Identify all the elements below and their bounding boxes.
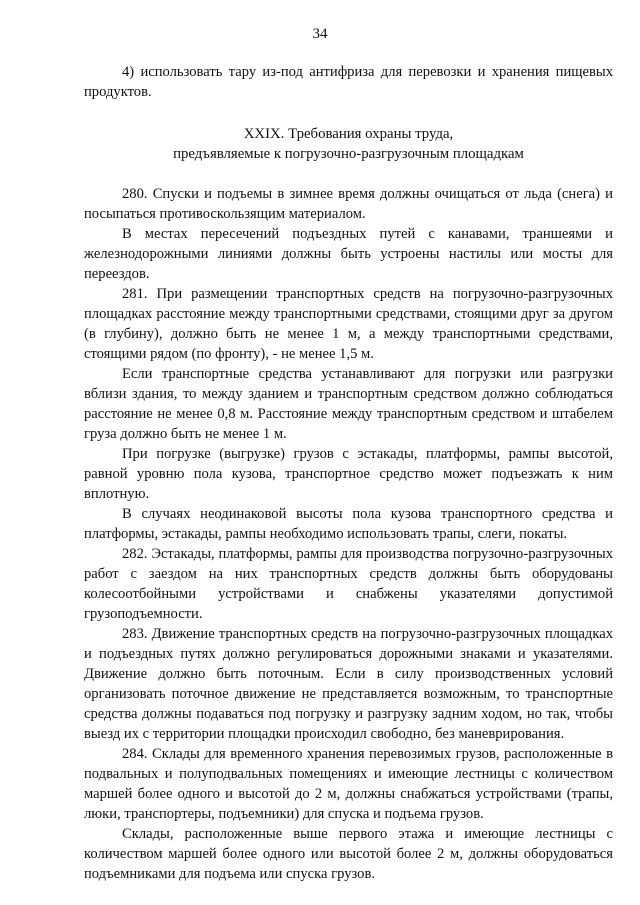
intro-paragraph: 4) использовать тару из-под антифриза для перевозки и хранения пищевых продуктов. xyxy=(84,64,613,100)
paragraph-280-crossings: В местах пересечений подъездных путей с канавами, траншеями и железнодорожными линиями должны быть устроены настилы или мосты для переездов. xyxy=(84,226,613,282)
paragraph-280: 280. Спуски и подъемы в зимнее время должны очищаться от льда (снега) и посыпаться противоскользящим материалом. xyxy=(84,186,613,222)
section-title-line-2: предъявляемые к погрузочно-разгрузочным площадкам xyxy=(173,146,524,162)
paragraph-282: 282. Эстакады, платформы, рампы для производства погрузочно-разгрузочных работ с заездом на них транспортных средств должны быть оборудованы колесоотбойными устройствами и снабжены указателями допустимой грузоподъемности. xyxy=(84,546,613,622)
section-heading xyxy=(84,124,613,164)
page-number: 34 xyxy=(312,26,328,42)
paragraph-284: 284. Склады для временного хранения перевозимых грузов, расположенные в подвальных и полуподвальных помещениях и имеющие лестницы с количеством маршей более одного и высотой до 2 м, должны снабжаться устройствами (трапы, люки, транспортеры, подъемники) для спуска и подъема грузов. xyxy=(84,746,613,822)
paragraph-283: 283. Движение транспортных средств на погрузочно-разгрузочных площадках и подъездных путях должно регулироваться дорожными знаками и указателями. Движение должно быть поточным. Если в силу производственных условий организовать поточное движение не представляется возможным, то транспортные средства должны подаваться под погрузку и разгрузку задним ходом, но так, чтобы выезд их с территории площадки происходил свободно, без маневрирования. xyxy=(84,626,613,742)
paragraph-284-upper-floors: Склады, расположенные выше первого этажа и имеющие лестницы с количеством маршей более одного или высотой более 2 м, должны оборудоваться подъемниками для подъема или спуска грузов. xyxy=(84,826,613,882)
document-body xyxy=(84,62,613,884)
paragraph-281: 281. При размещении транспортных средств на погрузочно-разгрузочных площадках расстояние между транспортными средствами, стоящими друг за другом (в глубину), должно быть не менее 1 м, а между транспортными средствами, стоящими рядом (по фронту), - не менее 1,5 м. xyxy=(84,286,613,362)
section-title-line-1: XXIX. Требования охраны труда, xyxy=(243,126,454,142)
paragraph-281-building-distance: Если транспортные средства устанавливают для погрузки или разгрузки вблизи здания, то между зданием и транспортным средством должно соблюдаться расстояние не менее 0,8 м. Расстояние между транспортным средством и штабелем груза должно быть не менее 1 м. xyxy=(84,366,613,442)
paragraph-281-uneven-height: В случаях неодинаковой высоты пола кузова транспортного средства и платформы, эстакады, рампы необходимо использовать трапы, слеги, покаты. xyxy=(84,506,613,542)
paragraph-281-loading-level: При погрузке (выгрузке) грузов с эстакады, платформы, рампы высотой, равной уровню пола кузова, транспортное средство может подъезжать к ним вплотную. xyxy=(84,446,613,502)
